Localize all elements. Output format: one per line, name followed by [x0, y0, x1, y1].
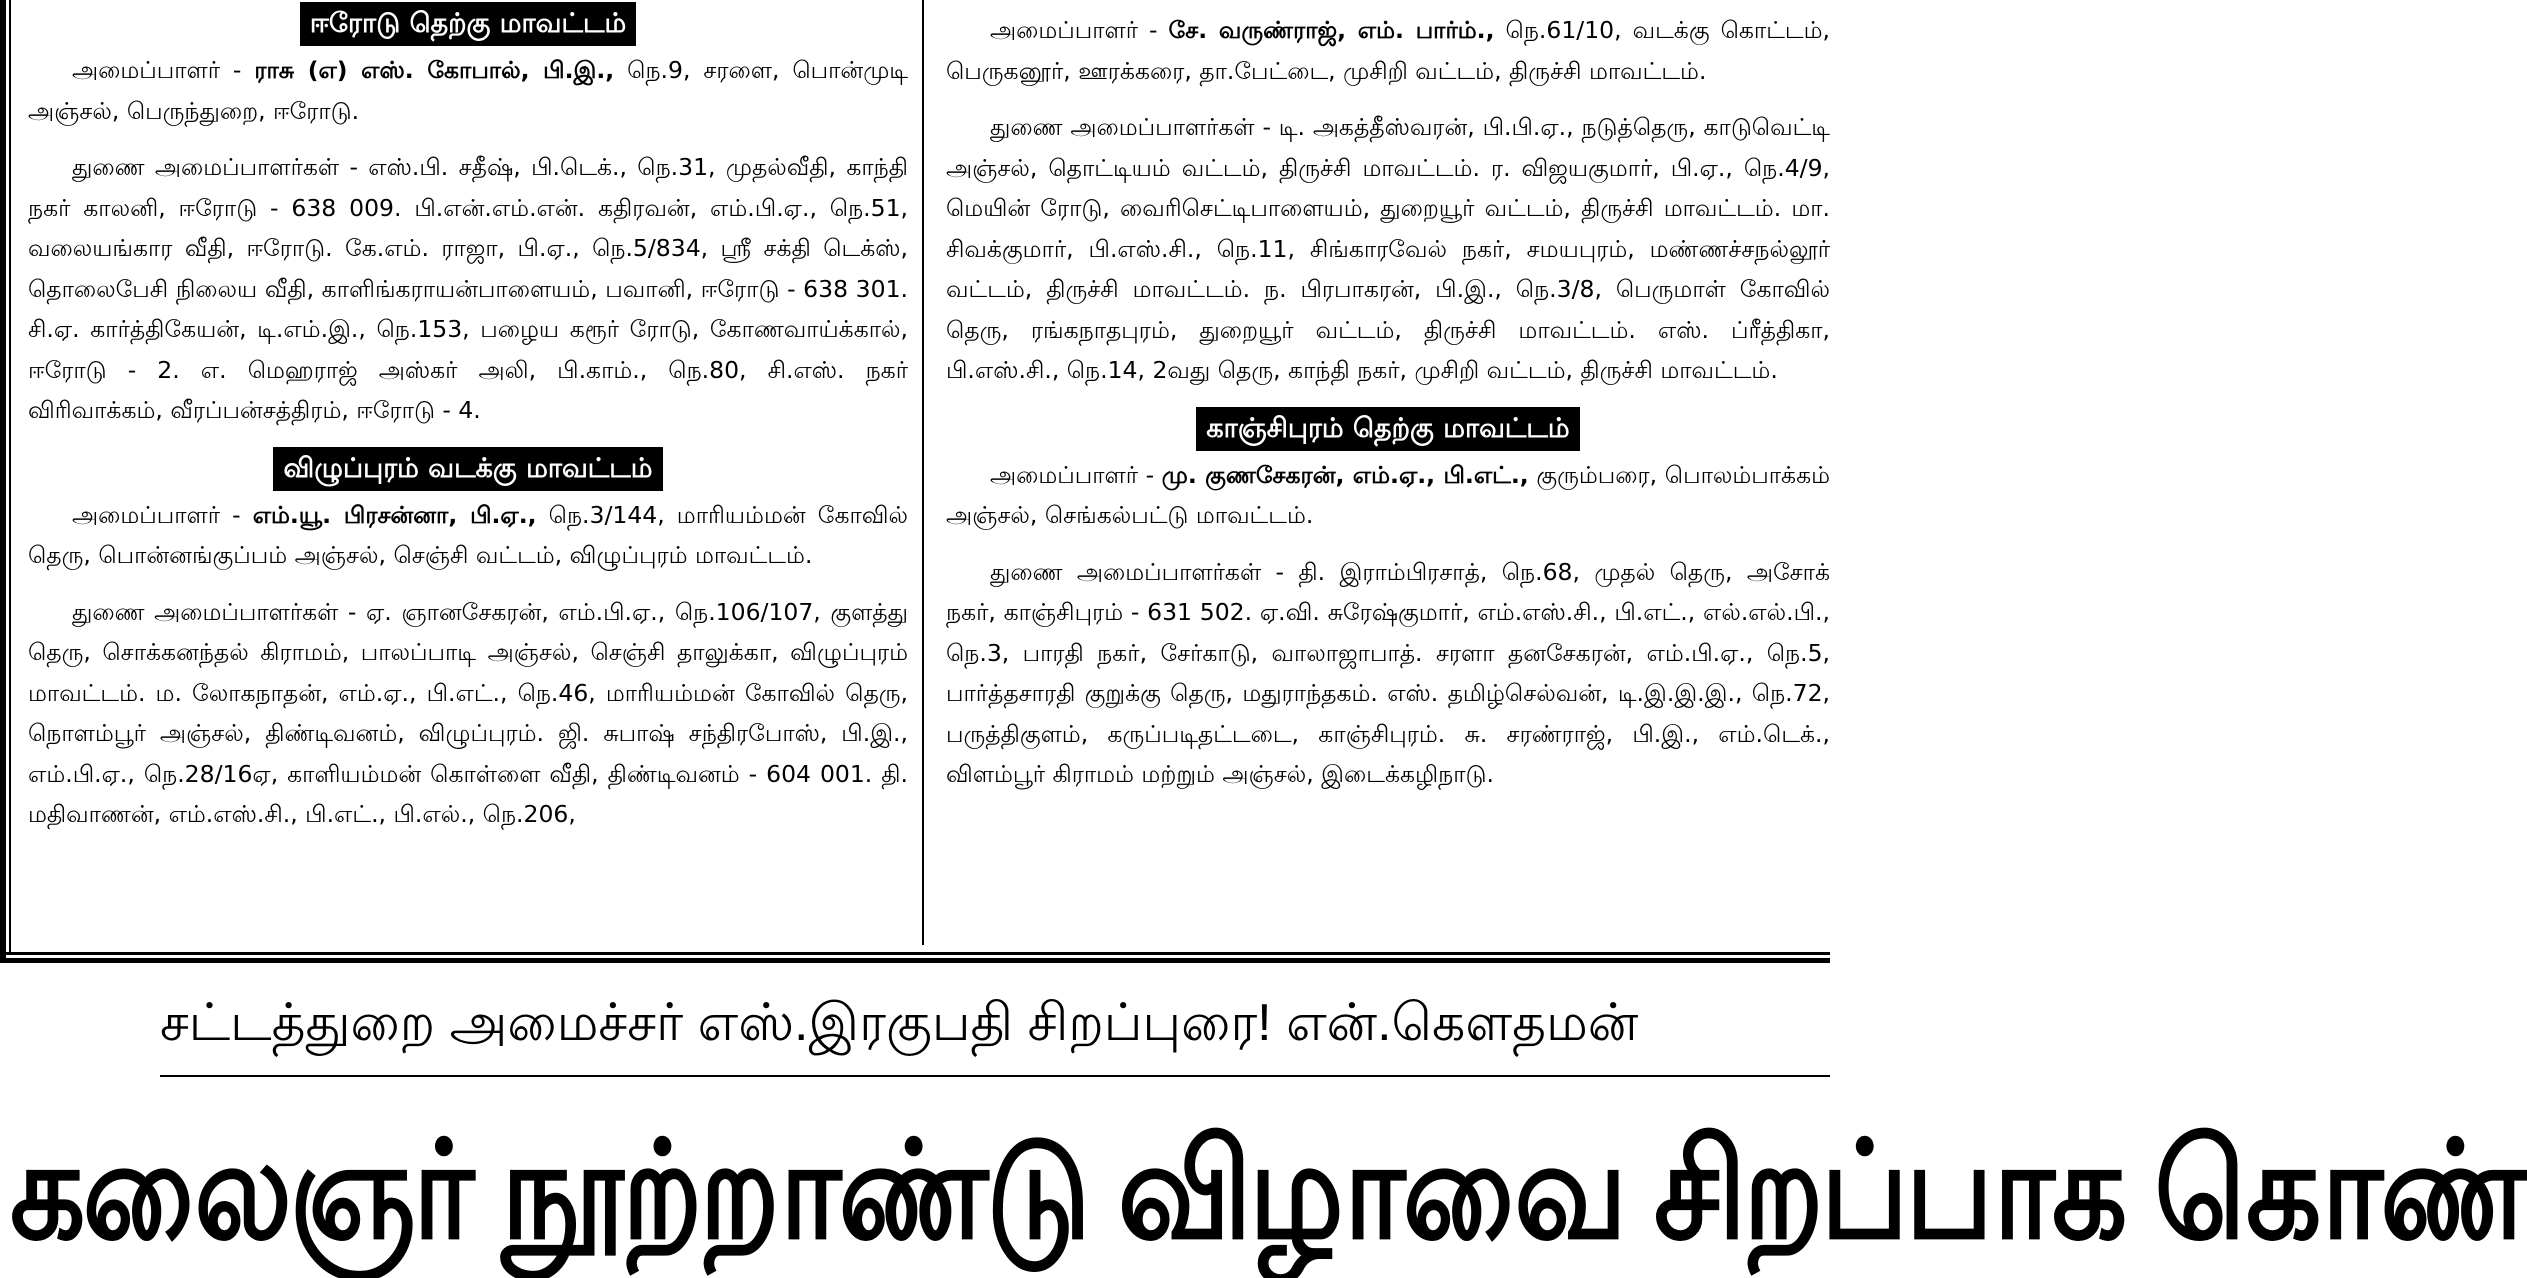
subheadline-underline — [160, 1075, 1830, 1077]
section-heading-kanchipuram-south: காஞ்சிபுரம் தெற்கு மாவட்டம் — [1196, 407, 1579, 451]
section-heading-wrap — [28, 447, 908, 491]
organizer-name: சே. வருண்ராஜ், எம். பார்ம்., — [1168, 16, 1495, 44]
organizer-name: எம்.யூ. பிரசன்னா, பி.ஏ., — [252, 500, 537, 529]
section-heading-villupuram-north: விழுப்புரம் வடக்கு மாவட்டம் — [273, 447, 662, 491]
section-heading-wrap — [28, 4, 908, 46]
organizer-paragraph — [28, 50, 908, 131]
left-border-thick — [0, 0, 6, 960]
section-heading-erode-south: ஈரோடு தெற்கு மாவட்டம் — [300, 2, 636, 46]
section-divider-thick — [0, 958, 1830, 963]
organizer-prefix: அமைப்பாளர் - — [990, 16, 1169, 44]
section-divider-thin — [0, 952, 1830, 955]
deputy-organizers-paragraph: துணை அமைப்பாளர்கள் - டி. அகத்தீஸ்வரன், பி.பி.ஏ., நடுத்தெரு, காடுவெட்டி அஞ்சல், தொட்டியம் வட்டம், திருச்சி மாவட்டம். ர. விஜயகுமார், பி.ஏ., நெ.4/9, மெயின் ரோடு, வைரிசெட்டிபாளையம், துறையூர் வட்டம், திருச்சி மாவட்டம். மா. சிவக்குமார், பி.எஸ்.சி., நெ.11, சிங்காரவேல் நகர், சமயபுரம், மண்ணச்சநல்லூர் வட்டம், திருச்சி மாவட்டம். ந. பிரபாகரன், பி.இ., நெ.3/8, பெருமாள் கோவில் தெரு, ரங்கநாதபுரம், துறையூர் வட்டம், திருச்சி மாவட்டம். எஸ். ப்ரீத்திகா, பி.எஸ்.சி., நெ.14, 2வது தெரு, காந்தி நகர், முசிறி வட்டம், திருச்சி மாவட்டம். — [946, 113, 1830, 384]
deputy-organizers-paragraph: துணை அமைப்பாளர்கள் - எஸ்.பி. சதீஷ், பி.டெக்., நெ.31, முதல்வீதி, காந்தி நகர் காலனி, ஈரோடு - 638 009. பி.என்.எம்.என். கதிரவன், எம்.பி.ஏ., நெ.51, வலையங்கார வீதி, ஈரோடு. கே.எம். ராஜா, பி.ஏ., நெ.5/834, ஸ்ரீ சக்தி டெக்ஸ், தொலைபேசி நிலைய வீதி, காளிங்கராயன்பாளையம், பவானி, ஈரோடு - 638 301. சி.ஏ. கார்த்திகேயன், டி.எம்.இ., நெ.153, பழைய கரூர் ரோடு, கோணவாய்க்கால், ஈரோடு - 2. எ. மெஹராஜ் அஸ்கர் அலி, பி.காம்., நெ.80, சி.எஸ். நகர் விரிவாக்கம், வீரப்பன்சத்திரம், ஈரோடு - 4. — [28, 153, 908, 424]
organizer-address: குரும்பரை, பொலம்பாக்கம் அஞ்சல், செங்கல்பட்டு மாவட்டம். — [946, 460, 1831, 529]
right-column — [946, 0, 1830, 811]
organizer-paragraph — [946, 455, 1830, 536]
column-divider — [922, 0, 924, 945]
organizer-paragraph — [946, 10, 1830, 91]
main-headline: கலைஞர் நூற்றாண்டு விழாவை சிறப்பாக கொண் — [10, 1115, 2527, 1268]
organizer-address: நெ.3/144, மாரியம்மன் கோவில் தெரு, பொன்னங்குப்பம் அஞ்சல், செஞ்சி வட்டம், விழுப்புரம் மாவட்டம். — [28, 500, 908, 569]
left-border-thin — [9, 0, 11, 955]
subheadline: சட்டத்துறை அமைச்சர் எஸ்.இரகுபதி சிறப்புரை! என்.கௌதமன் — [160, 994, 1639, 1052]
organizer-paragraph — [28, 495, 908, 576]
organizer-address: நெ.61/10, வடக்கு கொட்டம், பெருகனூர், ஊரக்கரை, தா.பேட்டை, முசிறி வட்டம், திருச்சி மாவட்டம். — [946, 16, 1830, 85]
organizer-prefix: அமைப்பாளர் - — [72, 500, 253, 529]
organizer-prefix: அமைப்பாளர் - — [72, 56, 255, 84]
organizer-address: நெ.9, சரளை, பொன்முடி அஞ்சல், பெருந்துறை, ஈரோடு. — [28, 56, 908, 125]
section-heading-wrap — [946, 407, 1830, 451]
organizer-name: மு. குணசேகரன், எம்.ஏ., பி.எட்., — [1161, 460, 1529, 489]
deputy-organizers-paragraph: துணை அமைப்பாளர்கள் - தி. இராம்பிரசாத், நெ.68, முதல் தெரு, அசோக் நகர், காஞ்சிபுரம் - 631 502. ஏ.வி. சுரேஷ்குமார், எம்.எஸ்.சி., பி.எட்., எல்.எல்.பி., நெ.3, பாரதி நகர், சேர்காடு, வாலாஜாபாத். சரளா தனசேகரன், எம்.பி.ஏ., நெ.5, பார்த்தசாரதி குறுக்கு தெரு, மதுராந்தகம். எஸ். தமிழ்செல்வன், டி.இ.இ.இ., நெ.72, பருத்திகுளம், கருப்படிதட்டடை, காஞ்சிபுரம். சு. சரண்ராஜ், பி.இ., எம்.டெக்., விளம்பூர் கிராமம் மற்றும் அஞ்சல், இடைக்கழிநாடு. — [946, 557, 1830, 788]
left-column — [28, 0, 908, 851]
organizer-prefix: அமைப்பாளர் - — [990, 460, 1162, 489]
organizer-name: ராசு (எ) எஸ். கோபால், பி.இ., — [254, 56, 615, 84]
deputy-organizers-paragraph: துணை அமைப்பாளர்கள் - ஏ. ஞானசேகரன், எம்.பி.ஏ., நெ.106/107, குளத்து தெரு, சொக்கனந்தல் கிராமம், பாலப்பாடி அஞ்சல், செஞ்சி தாலுக்கா, விழுப்புரம் மாவட்டம். ம. லோகநாதன், எம்.ஏ., பி.எட்., நெ.46, மாரியம்மன் கோவில் தெரு, நொளம்பூர் அஞ்சல், திண்டிவனம், விழுப்புரம். ஜி. சுபாஷ் சந்திரபோஸ், பி.இ., எம்.பி.ஏ., நெ.28/16ஏ, காளியம்மன் கொள்ளை வீதி, திண்டிவனம் - 604 001. தி. மதிவாணன், எம்.எஸ்.சி., பி.எட்., பி.எல்., நெ.206, — [28, 597, 908, 828]
